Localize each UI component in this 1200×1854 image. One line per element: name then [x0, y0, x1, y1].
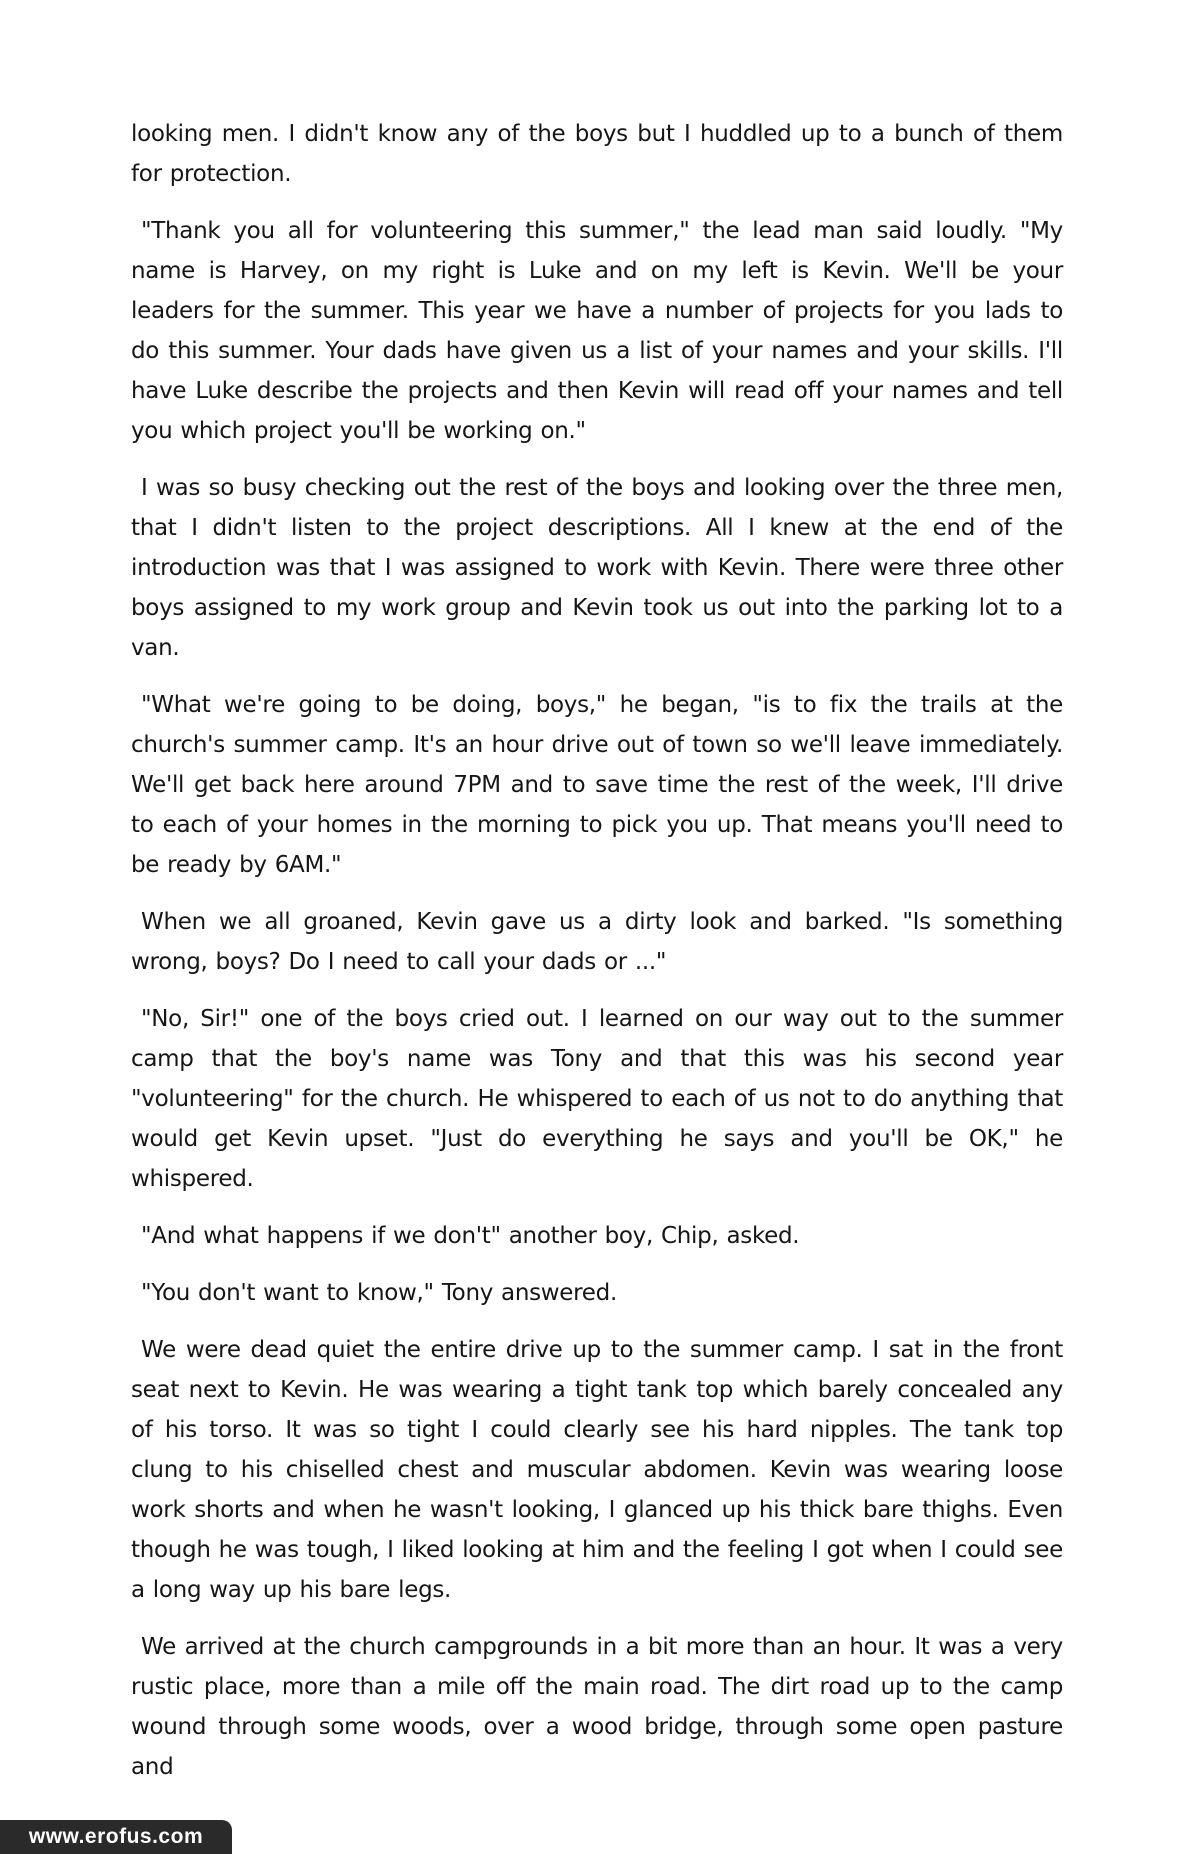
paragraph-8: "You don't want to know," Tony answered.	[141, 1280, 617, 1306]
paragraph-4: "What we're going to be doing, boys," he began, "is to fix the trails at the church's summer camp. It's an hour drive out of town so we'll leave immediately. We'll get back here around 7PM and to save time the rest of the week, I'll drive to each of your homes in the morning to pick you up. That means you'll need to be ready by 6AM."	[131, 692, 1063, 878]
story-text	[131, 114, 1063, 1804]
paragraph-5: When we all groaned, Kevin gave us a dirty look and barked. "Is something wrong, boys? Do I need to call your dads or ..."	[131, 909, 1063, 975]
paragraph-10: We arrived at the church campgrounds in a bit more than an hour. It was a very rustic place, more than a mile off the main road. The dirt road up to the camp wound through some woods, over a wood bridge, through some open pasture and	[131, 1634, 1063, 1780]
paragraph-6: "No, Sir!" one of the boys cried out. I learned on our way out to the summer camp that the boy's name was Tony and that this was his second year "volunteering" for the church. He whispered to each of us not to do anything that would get Kevin upset. "Just do everything he says and you'll be OK," he whispered.	[131, 1006, 1063, 1192]
paragraph-2: "Thank you all for volunteering this summer," the lead man said loudly. "My name is Harvey, on my right is Luke and on my left is Kevin. We'll be your leaders for the summer. This year we have a number of projects for you lads to do this summer. Your dads have given us a list of your names and your skills. I'll have Luke describe the projects and then Kevin will read off your names and tell you which project you'll be working on."	[131, 218, 1063, 444]
paragraph-7: "And what happens if we don't" another boy, Chip, asked.	[141, 1223, 800, 1249]
paragraph-1: looking men. I didn't know any of the boys but I huddled up to a bunch of them for protection.	[131, 121, 1063, 187]
paragraph-3: I was so busy checking out the rest of the boys and looking over the three men, that I didn't listen to the project descriptions. All I knew at the end of the introduction was that I was assigned to work with Kevin. There were three other boys assigned to my work group and Kevin took us out into the parking lot to a van.	[131, 475, 1063, 661]
site-watermark	[0, 1820, 232, 1854]
watermark-text: www.erofus.com	[28, 1825, 204, 1848]
paragraph-9: We were dead quiet the entire drive up to the summer camp. I sat in the front seat next to Kevin. He was wearing a tight tank top which barely concealed any of his torso. It was so tight I could clearly see his hard nipples. The tank top clung to his chiselled chest and muscular abdomen. Kevin was wearing loose work shorts and when he wasn't looking, I glanced up his thick bare thighs. Even though he was tough, I liked looking at him and the feeling I got when I could see a long way up his bare legs.	[131, 1337, 1063, 1603]
